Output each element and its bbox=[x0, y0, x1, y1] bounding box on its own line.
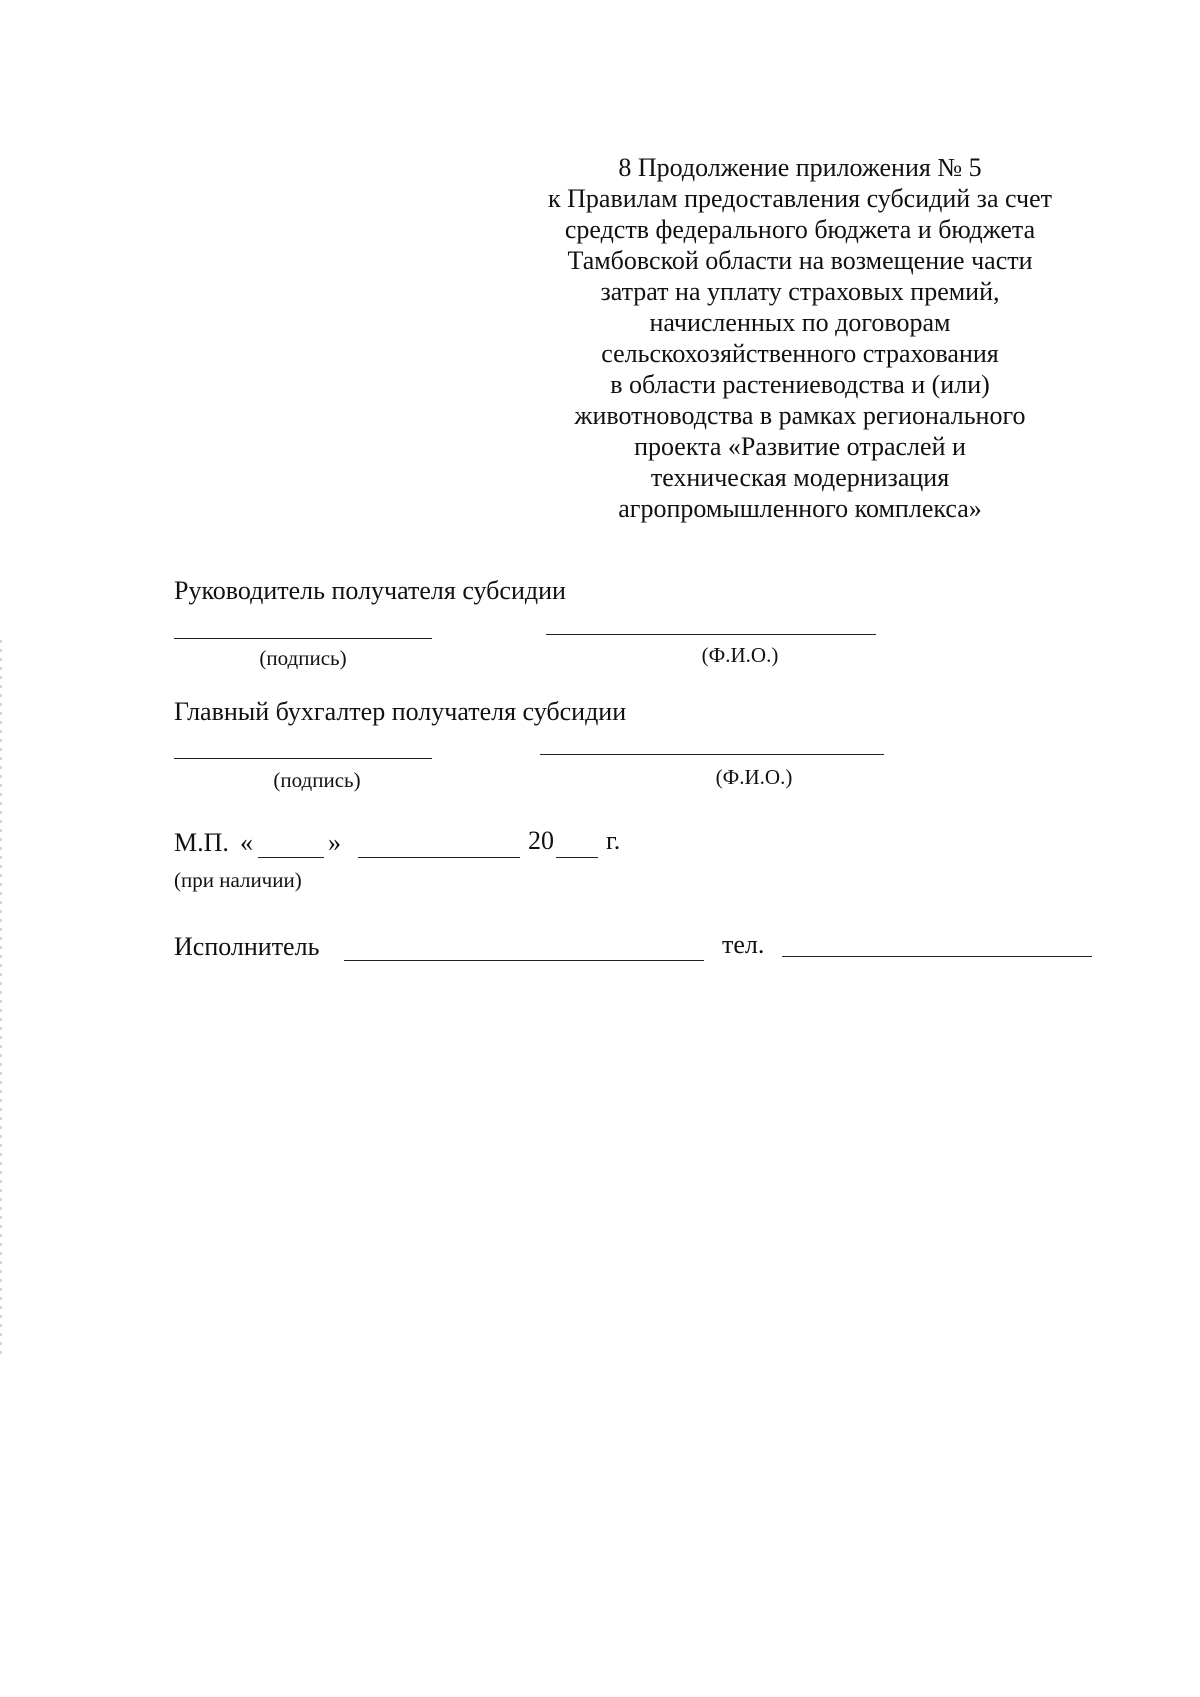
heading-line: проекта «Развитие отраслей и bbox=[634, 432, 966, 461]
heading-line: Тамбовской области на возмещение части bbox=[567, 246, 1033, 275]
accountant-signature-caption: (подпись) bbox=[273, 768, 361, 792]
executor-name-line[interactable] bbox=[344, 960, 704, 961]
stamp-label: М.П. bbox=[174, 828, 229, 857]
head-name-caption: (Ф.И.О.) bbox=[701, 643, 779, 667]
heading-line: техническая модернизация bbox=[650, 463, 950, 492]
head-signature-title: Руководитель получателя субсидии bbox=[174, 576, 566, 605]
heading-line: в области растениеводства и (или) bbox=[610, 370, 990, 399]
heading-line: к Правилам предоставления субсидий за счет bbox=[548, 184, 1052, 213]
phone-label: тел. bbox=[722, 930, 765, 959]
date-quote-open: « bbox=[240, 828, 253, 857]
date-day-line[interactable] bbox=[258, 857, 324, 858]
scan-edge-artifact bbox=[0, 640, 2, 1360]
heading-line: средств федерального бюджета и бюджета bbox=[564, 215, 1036, 244]
stamp-note: (при наличии) bbox=[174, 868, 302, 892]
phone-number-line[interactable] bbox=[782, 956, 1092, 957]
accountant-signature-line[interactable] bbox=[174, 758, 432, 759]
head-signature-caption: (подпись) bbox=[259, 646, 347, 670]
date-year-line[interactable] bbox=[556, 857, 598, 858]
heading-line: агропромышленного комплекса» bbox=[618, 494, 982, 523]
accountant-signature-title: Главный бухгалтер получателя субсидии bbox=[174, 697, 627, 726]
heading-line: животноводства в рамках регионального bbox=[574, 401, 1026, 430]
head-signature-line[interactable] bbox=[174, 638, 432, 639]
date-year-prefix: 20 bbox=[528, 826, 554, 855]
heading-line: 8 Продолжение приложения № 5 bbox=[618, 153, 982, 182]
date-quote-close: » bbox=[328, 828, 341, 857]
date-year-suffix: г. bbox=[606, 826, 621, 855]
heading-line: начисленных по договорам bbox=[649, 308, 951, 337]
heading-line: сельскохозяйственного страхования bbox=[601, 339, 999, 368]
appendix-heading bbox=[500, 152, 1100, 524]
date-month-line[interactable] bbox=[358, 857, 520, 858]
accountant-name-caption: (Ф.И.О.) bbox=[715, 765, 793, 789]
executor-label: Исполнитель bbox=[174, 932, 320, 961]
accountant-name-line[interactable] bbox=[540, 754, 884, 755]
head-name-line[interactable] bbox=[546, 634, 876, 635]
heading-line: затрат на уплату страховых премий, bbox=[600, 277, 1000, 306]
